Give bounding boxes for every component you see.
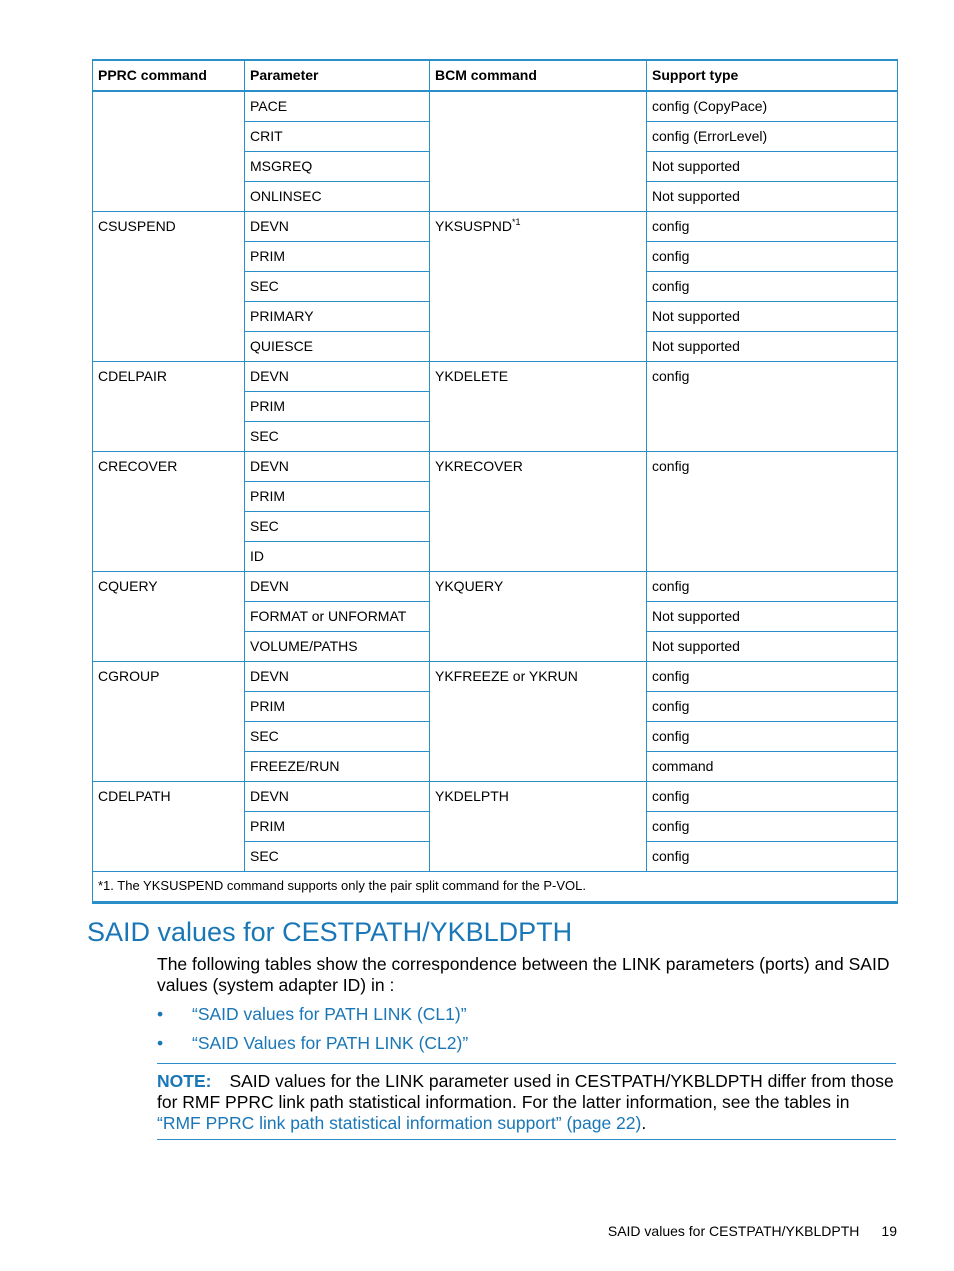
support-type-cell: Not supported bbox=[647, 332, 898, 362]
header-parameter: Parameter bbox=[245, 60, 430, 91]
parameter-cell: ONLINSEC bbox=[245, 182, 430, 212]
bcm-command-cell: YKDELETE bbox=[430, 362, 647, 452]
table-row bbox=[93, 91, 898, 122]
parameter-cell: DEVN bbox=[245, 662, 430, 692]
note-end: . bbox=[641, 1113, 647, 1133]
link-list bbox=[157, 1004, 897, 1062]
support-type-cell: Not supported bbox=[647, 602, 898, 632]
table-footnote: *1. The YKSUSPEND command supports only the pair split command for the P-VOL. bbox=[93, 872, 898, 903]
header-support-type: Support type bbox=[647, 60, 898, 91]
support-type-cell: config bbox=[647, 662, 898, 692]
link-said-values-cl2[interactable]: “SAID Values for PATH LINK (CL2)” bbox=[192, 1033, 469, 1053]
parameter-cell: QUIESCE bbox=[245, 332, 430, 362]
parameter-cell: SEC bbox=[245, 422, 430, 452]
bullet-icon: • bbox=[157, 1033, 164, 1053]
parameter-cell: ID bbox=[245, 542, 430, 572]
table-row bbox=[93, 782, 898, 812]
parameter-cell: SEC bbox=[245, 842, 430, 872]
note-label: NOTE: bbox=[157, 1071, 212, 1091]
pprc-command-cell: CQUERY bbox=[93, 572, 245, 662]
parameter-cell: DEVN bbox=[245, 362, 430, 392]
support-type-cell: config bbox=[647, 212, 898, 242]
bcm-command-text: YKSUSPND bbox=[435, 218, 513, 234]
table-header-row bbox=[93, 60, 898, 91]
support-type-cell: Not supported bbox=[647, 152, 898, 182]
parameter-cell: SEC bbox=[245, 272, 430, 302]
support-type-cell: config bbox=[647, 722, 898, 752]
table-row bbox=[93, 452, 898, 482]
parameter-cell: PRIM bbox=[245, 482, 430, 512]
intro-paragraph: The following tables show the correspondence between the LINK parameters (ports) and SAID values (system adapter ID) in : bbox=[157, 954, 890, 995]
parameter-cell: DEVN bbox=[245, 452, 430, 482]
parameter-cell: VOLUME/PATHS bbox=[245, 632, 430, 662]
table-row bbox=[93, 212, 898, 242]
parameter-cell: PRIM bbox=[245, 392, 430, 422]
bcm-command-cell bbox=[430, 91, 647, 212]
header-bcm-command: BCM command bbox=[430, 60, 647, 91]
bullet-icon: • bbox=[157, 1004, 164, 1024]
support-type-cell: config bbox=[647, 362, 898, 452]
support-type-cell: config bbox=[647, 782, 898, 812]
parameter-cell: FREEZE/RUN bbox=[245, 752, 430, 782]
table-row bbox=[93, 662, 898, 692]
pprc-command-cell bbox=[93, 91, 245, 212]
bcm-command-cell: YKFREEZE or YKRUN bbox=[430, 662, 647, 782]
parameter-cell: FORMAT or UNFORMAT bbox=[245, 602, 430, 632]
support-type-cell: Not supported bbox=[647, 302, 898, 332]
support-type-cell: config bbox=[647, 812, 898, 842]
link-said-values-cl1[interactable]: “SAID values for PATH LINK (CL1)” bbox=[192, 1004, 467, 1024]
pprc-command-cell: CDELPAIR bbox=[93, 362, 245, 452]
support-type-cell: config bbox=[647, 242, 898, 272]
support-type-cell: config (ErrorLevel) bbox=[647, 122, 898, 152]
pprc-command-cell: CRECOVER bbox=[93, 452, 245, 572]
table-row bbox=[93, 572, 898, 602]
parameter-cell: PRIM bbox=[245, 812, 430, 842]
table-row bbox=[93, 362, 898, 392]
parameter-cell: CRIT bbox=[245, 122, 430, 152]
bcm-command-cell bbox=[430, 212, 647, 362]
support-type-cell: config bbox=[647, 842, 898, 872]
list-item bbox=[157, 1004, 897, 1033]
table-footnote-row bbox=[93, 872, 898, 903]
list-item bbox=[157, 1033, 897, 1062]
note-box bbox=[157, 1063, 896, 1140]
parameter-cell: PACE bbox=[245, 91, 430, 122]
support-type-cell: Not supported bbox=[647, 632, 898, 662]
pprc-bcm-mapping-table bbox=[92, 59, 898, 904]
footer-title: SAID values for CESTPATH/YKBLDPTH bbox=[607, 1223, 860, 1239]
parameter-cell: DEVN bbox=[245, 212, 430, 242]
bcm-command-cell: YKDELPTH bbox=[430, 782, 647, 872]
support-type-cell: config bbox=[647, 572, 898, 602]
parameter-cell: SEC bbox=[245, 722, 430, 752]
parameter-cell: PRIM bbox=[245, 692, 430, 722]
footnote-marker: *1 bbox=[512, 217, 521, 227]
link-rmf-pprc-support[interactable]: “RMF PPRC link path statistical information support” (page 22) bbox=[157, 1113, 642, 1133]
header-pprc-command: PPRC command bbox=[93, 60, 245, 91]
note-text: SAID values for the LINK parameter used in CESTPATH/YKBLDPTH differ from those for RMF PPRC link path statistical information. For the latter information, see the tables in bbox=[157, 1071, 894, 1112]
pprc-command-cell: CGROUP bbox=[93, 662, 245, 782]
parameter-cell: MSGREQ bbox=[245, 152, 430, 182]
page-footer bbox=[0, 1222, 897, 1240]
support-type-cell: Not supported bbox=[647, 182, 898, 212]
support-type-cell: config bbox=[647, 272, 898, 302]
support-type-cell: command bbox=[647, 752, 898, 782]
section-heading: SAID values for CESTPATH/YKBLDPTH bbox=[87, 917, 573, 947]
page-number: 19 bbox=[881, 1223, 897, 1239]
support-type-cell: config (CopyPace) bbox=[647, 91, 898, 122]
bcm-command-cell: YKRECOVER bbox=[430, 452, 647, 572]
parameter-cell: DEVN bbox=[245, 572, 430, 602]
pprc-command-cell: CSUSPEND bbox=[93, 212, 245, 362]
support-type-cell: config bbox=[647, 452, 898, 572]
pprc-command-cell: CDELPATH bbox=[93, 782, 245, 872]
parameter-cell: SEC bbox=[245, 512, 430, 542]
parameter-cell: DEVN bbox=[245, 782, 430, 812]
bcm-command-cell: YKQUERY bbox=[430, 572, 647, 662]
parameter-cell: PRIM bbox=[245, 242, 430, 272]
parameter-cell: PRIMARY bbox=[245, 302, 430, 332]
support-type-cell: config bbox=[647, 692, 898, 722]
